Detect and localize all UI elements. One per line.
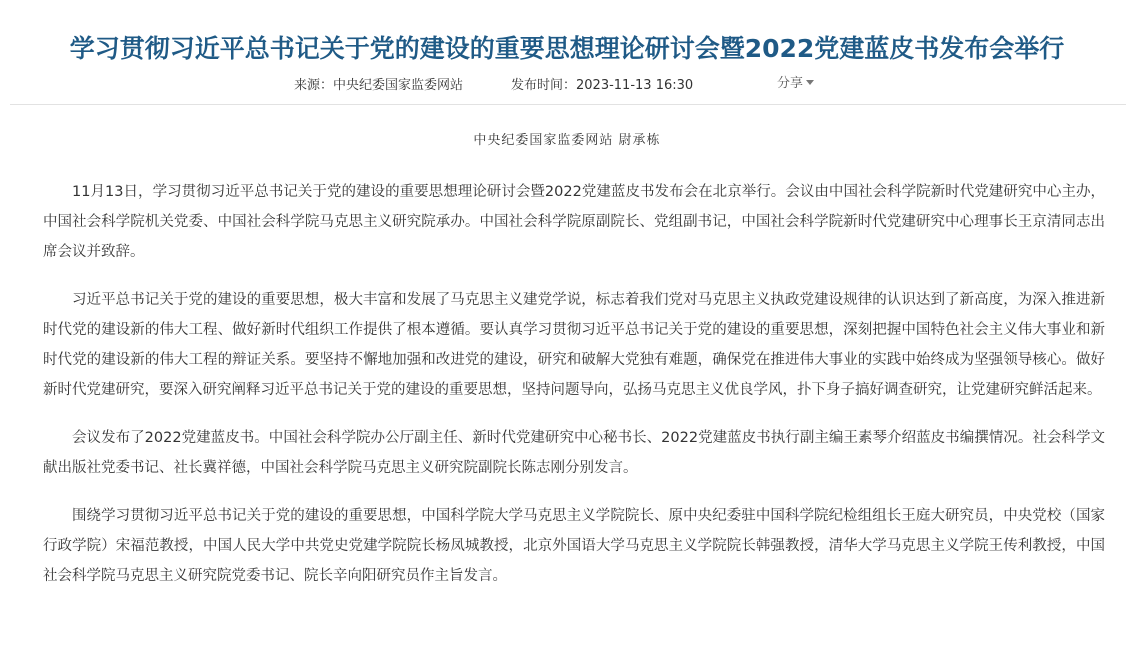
share-label: 分享	[777, 76, 804, 91]
chevron-down-icon	[806, 80, 814, 85]
publish-time-value: 2023-11-13 16:30	[576, 78, 694, 93]
article-body	[43, 177, 1105, 609]
article-meta	[0, 74, 1134, 96]
header-divider	[10, 104, 1126, 105]
source-label: 来源：	[294, 78, 334, 93]
article-paragraph: 会议发布了2022党建蓝皮书。中国社会科学院办公厅副主任、新时代党建研究中心秘书长、2022党建蓝皮书执行副主编王素琴介绍蓝皮书编撰情况。社会科学文献出版社党委书记、社长冀祥德，中国社会科学院马克思主义研究院副院长陈志刚分别发言。	[43, 430, 1105, 476]
source-info	[294, 74, 463, 93]
article-paragraph: 围绕学习贯彻习近平总书记关于党的建设的重要思想，中国科学院大学马克思主义学院院长、原中央纪委驻中国科学院纪检组组长王庭大研究员，中央党校（国家行政学院）宋福范教授，中国人民大学中共党史党建学院院长杨凤城教授，北京外国语大学马克思主义学院院长韩强教授，清华大学马克思主义学院王传利教授，中国社会科学院马克思主义研究院党委书记、院长辛向阳研究员作主旨发言。	[43, 508, 1105, 584]
article-paragraph: 11月13日，学习贯彻习近平总书记关于党的建设的重要思想理论研讨会暨2022党建蓝皮书发布会在北京举行。会议由中国社会科学院新时代党建研究中心主办，中国社会科学院机关党委、中国社会科学院马克思主义研究院承办。中国社会科学院原副院长、党组副书记，中国社会科学院新时代党建研究中心理事长王京清同志出席会议并致辞。	[43, 184, 1105, 260]
article-title: 学习贯彻习近平总书记关于党的建设的重要思想理论研讨会暨2022党建蓝皮书发布会举行	[69, 33, 1065, 63]
publish-time	[511, 74, 693, 93]
publish-time-label: 发布时间：	[511, 78, 577, 93]
source-value: 中央纪委国家监委网站	[333, 78, 464, 93]
article-byline: 中央纪委国家监委网站 尉承栋	[473, 133, 661, 148]
share-button[interactable]	[777, 72, 814, 91]
article-paragraph: 习近平总书记关于党的建设的重要思想，极大丰富和发展了马克思主义建党学说，标志着我们党对马克思主义执政党建设规律的认识达到了新高度，为深入推进新时代党的建设新的伟大工程、做好新时代组织工作提供了根本遵循。要认真学习贯彻习近平总书记关于党的建设的重要思想，深刻把握中国特色社会主义伟大事业和新时代党的建设新的伟大工程的辩证关系。要坚持不懈地加强和改进党的建设，研究和破解大党独有难题，确保党在推进伟大事业的实践中始终成为坚强领导核心。做好新时代党建研究，要深入研究阐释习近平总书记关于党的建设的重要思想，坚持问题导向，弘扬马克思主义优良学风，扑下身子搞好调查研究，让党建研究鲜活起来。	[43, 292, 1105, 398]
